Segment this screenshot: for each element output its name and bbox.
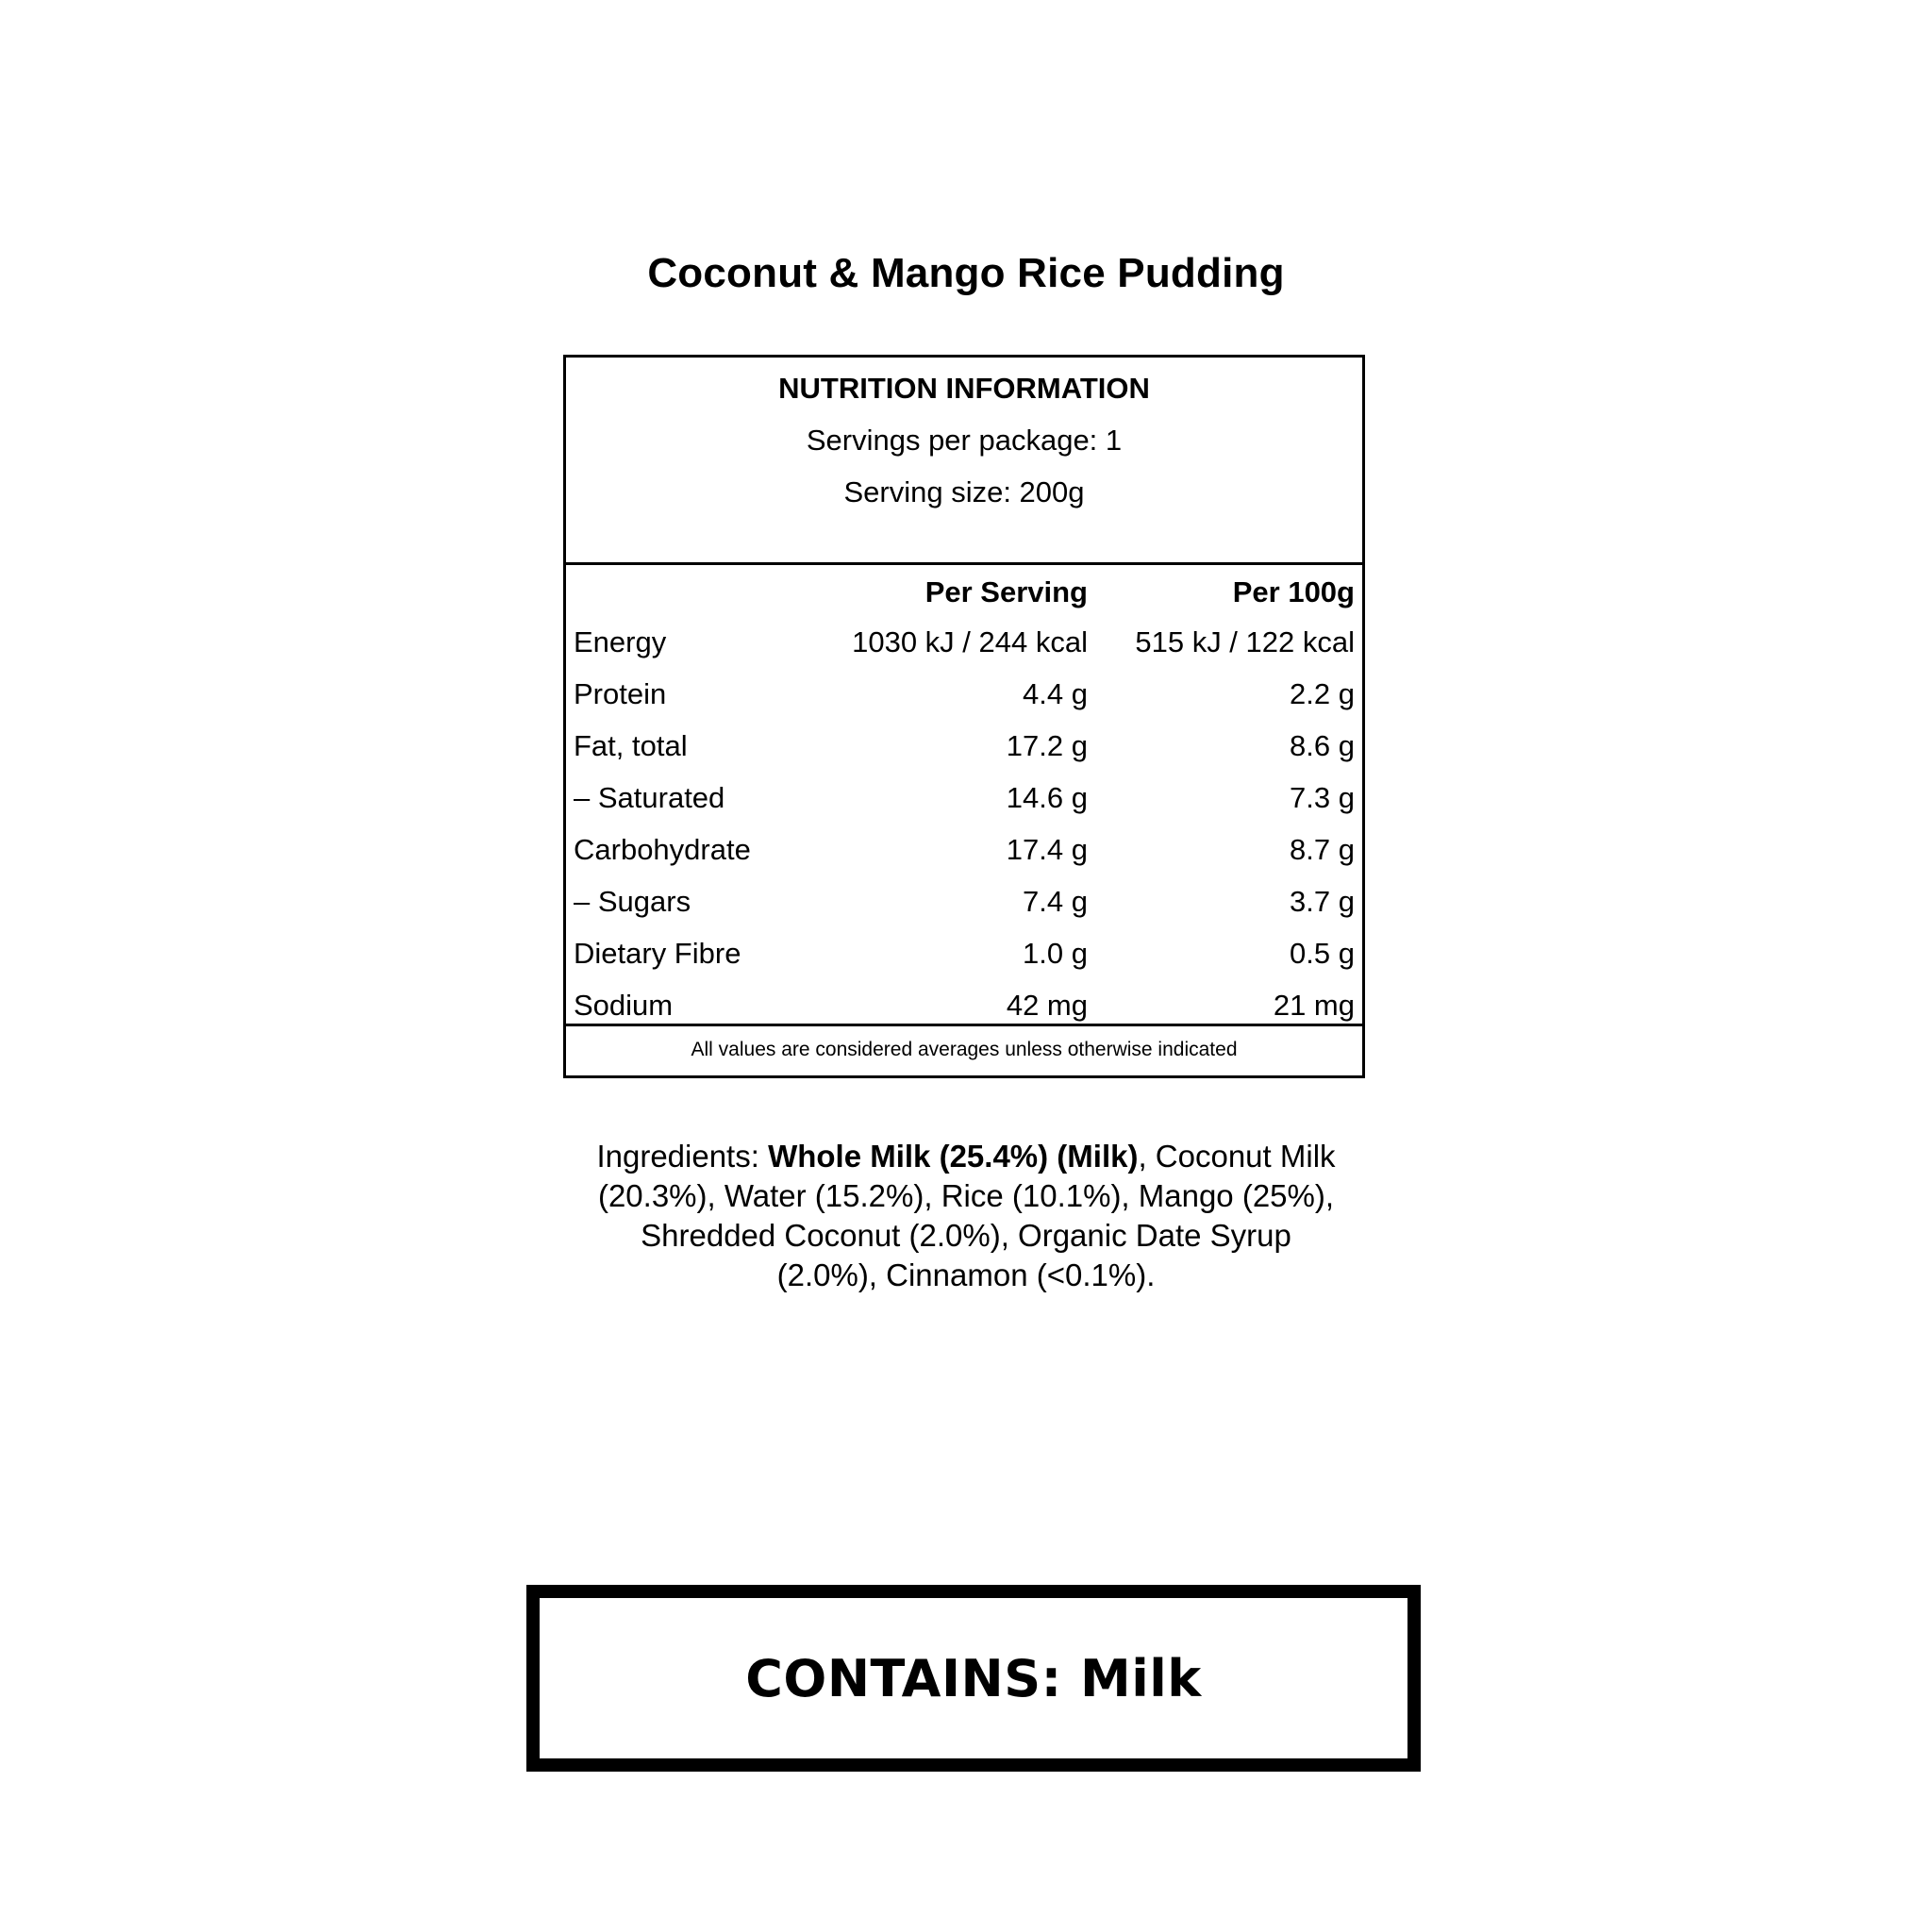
nutrient-label: Fat, total [574,729,688,762]
nutrient-per-serving: 14.6 g [1006,781,1088,814]
nutrient-label: Dietary Fibre [574,937,741,970]
nutrient-row-saturated [566,779,1362,831]
serving-size: Serving size: 200g [843,475,1085,508]
nutrient-per-100g: 7.3 g [1290,781,1355,814]
column-header-per-serving: Per Serving [924,575,1088,608]
nutrient-label: – Saturated [574,781,725,814]
nutrition-panel-footer [566,1024,1362,1075]
nutrient-row-energy [566,624,1362,675]
nutrient-per-serving: 4.4 g [1023,677,1088,710]
column-header-per-100g: Per 100g [1232,575,1355,608]
nutrient-row-protein [566,675,1362,727]
nutrient-per-serving: 17.2 g [1006,729,1088,762]
nutrient-per-serving: 1030 kJ / 244 kcal [852,625,1088,658]
ingredients-list [528,1137,1404,1295]
product-title: Coconut & Mango Rice Pudding [647,250,1285,296]
nutrient-row-sugars [566,883,1362,935]
nutrient-per-100g: 8.6 g [1290,729,1355,762]
allergen-statement-box [526,1585,1421,1772]
nutrition-panel-header [566,358,1362,565]
nutrition-panel [563,355,1365,1078]
nutrient-label: Sodium [574,989,674,1022]
nutrient-label: – Sugars [574,885,691,918]
ingredients-allergen-highlight: Whole Milk (25.4%) (Milk) [768,1139,1139,1174]
nutrient-per-serving: 1.0 g [1023,937,1088,970]
nutrient-per-serving: 42 mg [1006,989,1088,1022]
ingredients-line-4: (2.0%), Cinnamon (<0.1%). [776,1257,1156,1292]
nutrient-per-100g: 515 kJ / 122 kcal [1135,625,1355,658]
allergen-statement: CONTAINS: Milk [745,1648,1202,1708]
ingredients-prefix: Ingredients: [596,1139,769,1174]
ingredients-line-1-rest: , Coconut Milk [1138,1139,1336,1174]
nutrient-per-100g: 3.7 g [1290,885,1355,918]
nutrient-label: Energy [574,625,667,658]
nutrition-heading: NUTRITION INFORMATION [778,372,1150,405]
nutrient-row-dietary-fibre [566,935,1362,987]
ingredients-line-3: Shredded Coconut (2.0%), Organic Date Syrup [641,1218,1291,1253]
nutrient-label: Carbohydrate [574,833,751,866]
averages-note: All values are considered averages unless otherwise indicated [691,1039,1238,1060]
nutrient-per-100g: 2.2 g [1290,677,1355,710]
nutrient-per-100g: 21 mg [1273,989,1355,1022]
nutrient-per-100g: 0.5 g [1290,937,1355,970]
servings-per-package: Servings per package: 1 [806,424,1123,457]
nutrient-row-carbohydrate [566,831,1362,883]
nutrient-per-serving: 17.4 g [1006,833,1088,866]
nutrient-per-100g: 8.7 g [1290,833,1355,866]
nutrient-row-fat-total [566,727,1362,779]
nutrient-label: Protein [574,677,667,710]
ingredients-line-2: (20.3%), Water (15.2%), Rice (10.1%), Mango (25%), [597,1178,1335,1213]
nutrient-per-serving: 7.4 g [1023,885,1088,918]
